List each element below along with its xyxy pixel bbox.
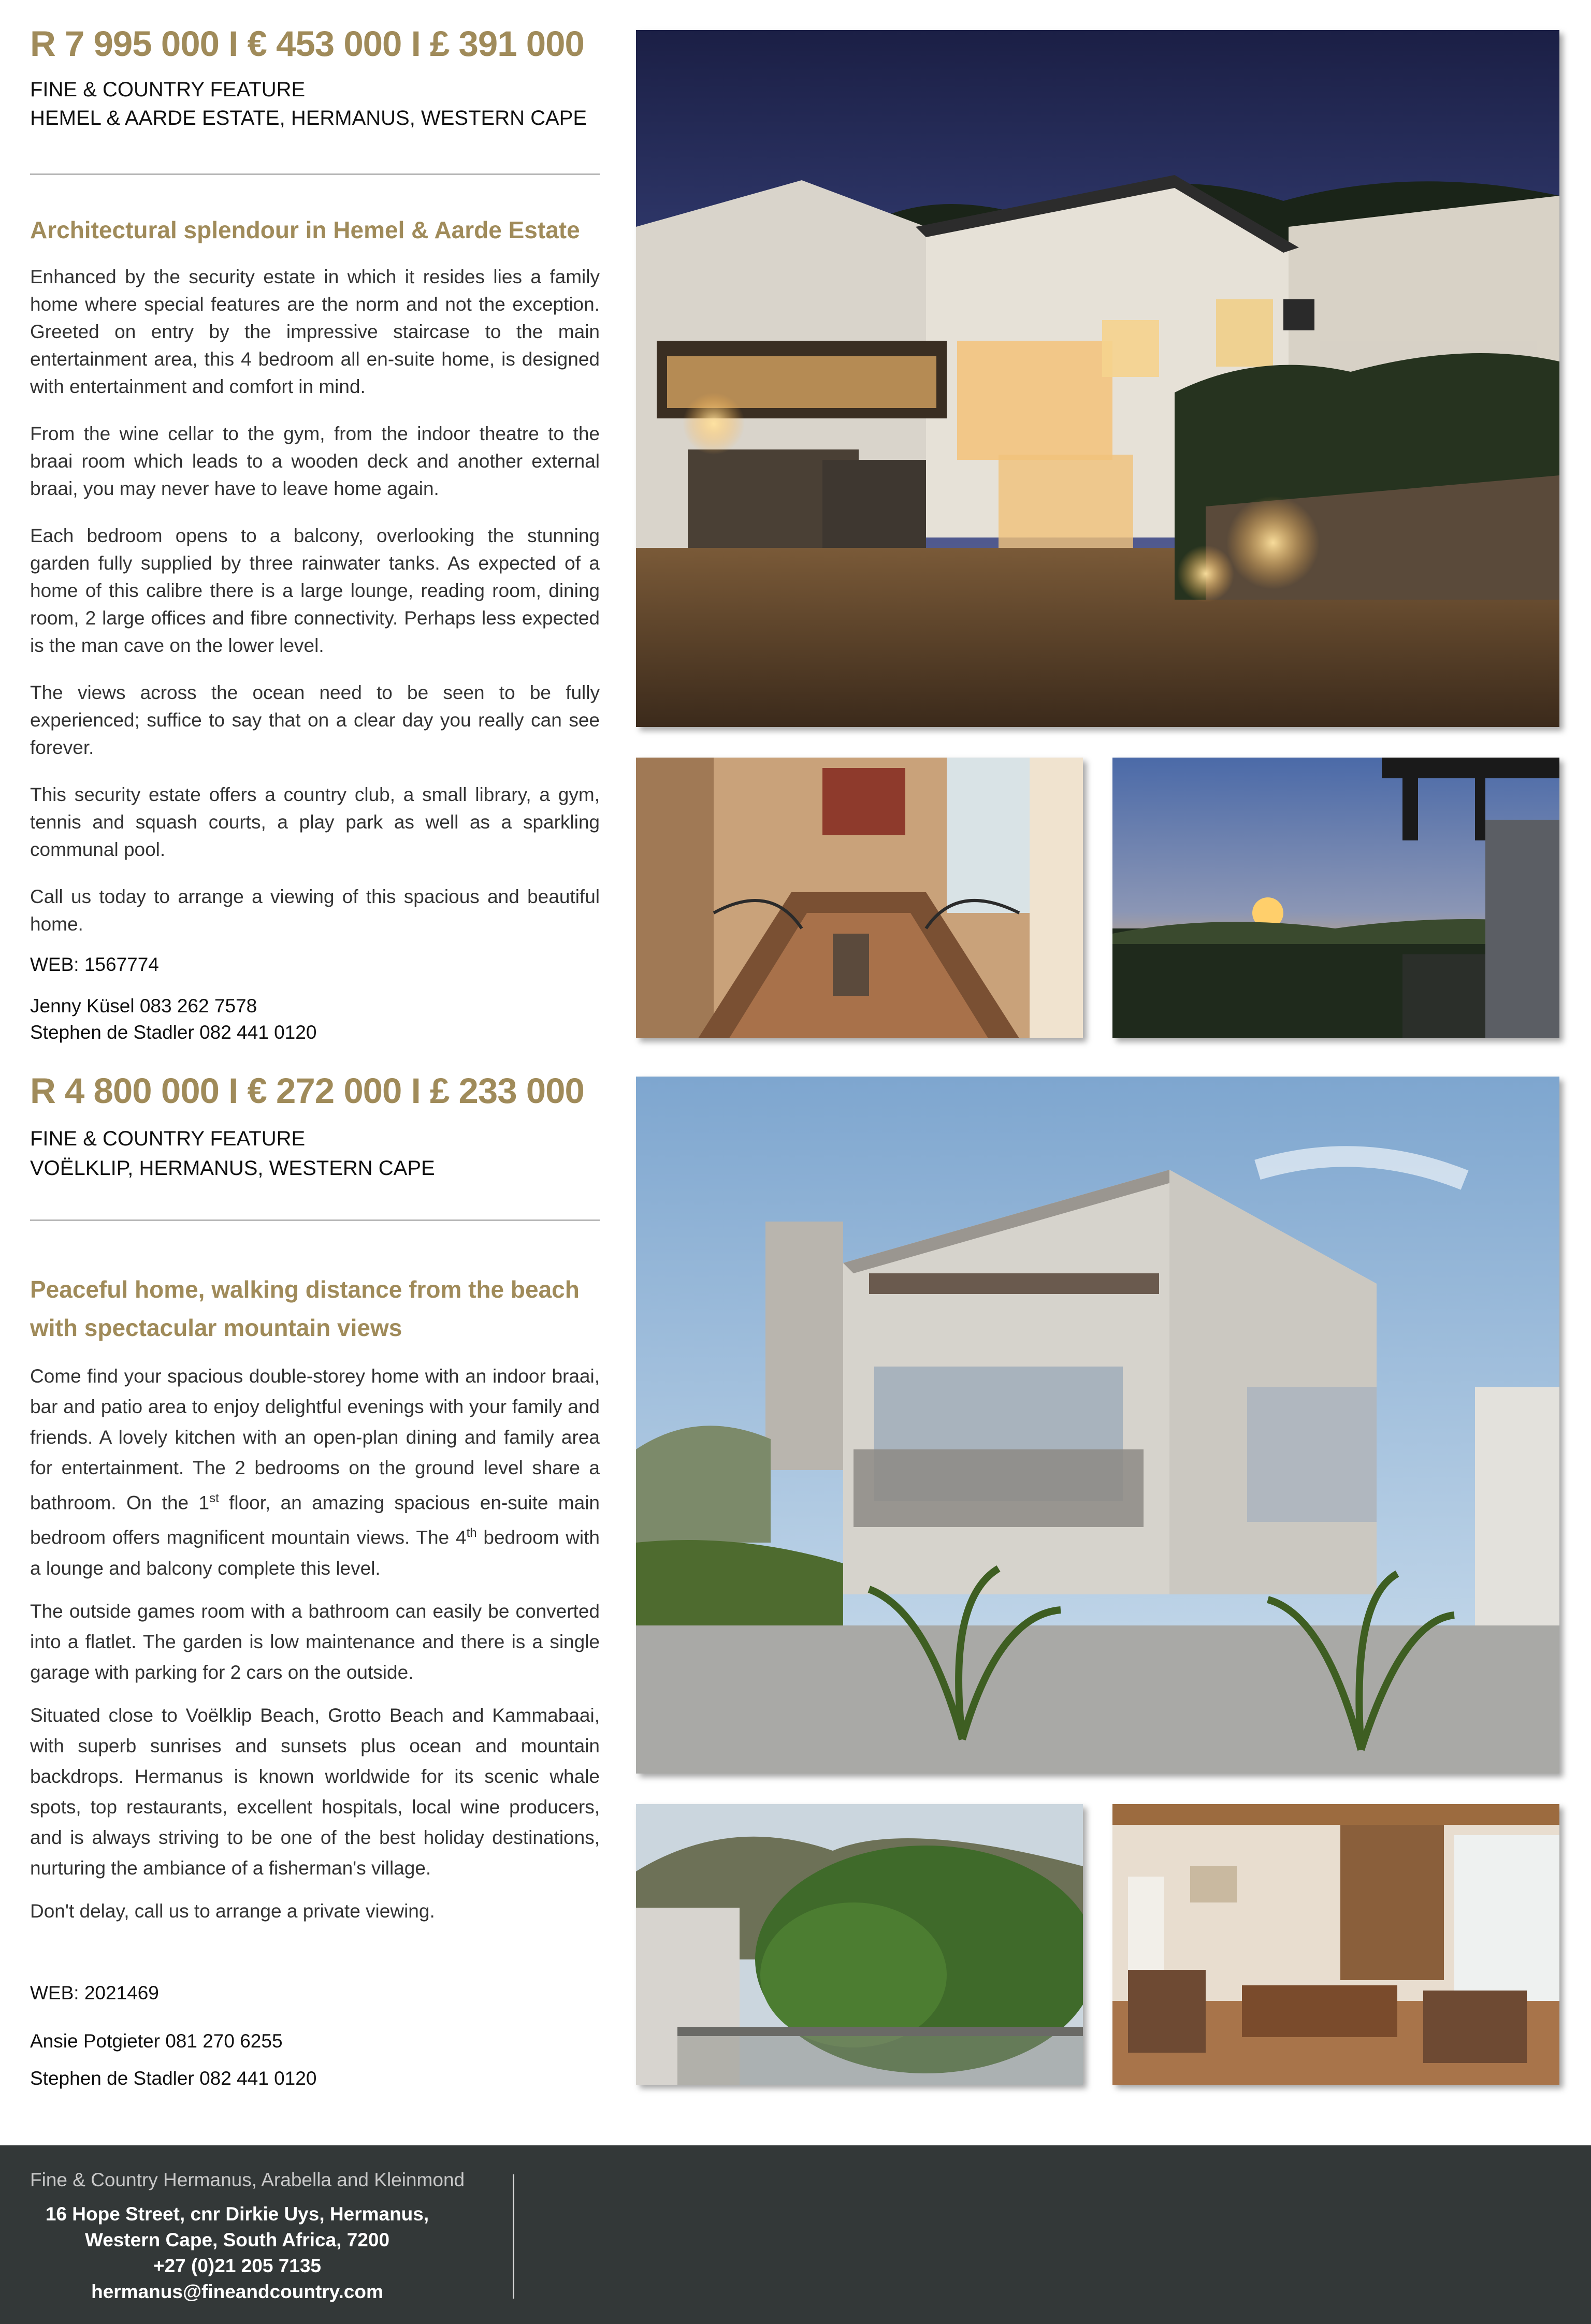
ordinal-suffix: th — [466, 1526, 477, 1541]
listing-1-staircase-photo — [636, 758, 1083, 1038]
listing-2-web-ref: WEB: 2021469 — [30, 1982, 159, 2003]
footer-divider — [513, 2174, 514, 2299]
listing-2-lounge-photo — [1112, 1804, 1559, 2085]
footer-phone[interactable]: +27 (0)21 205 7135 — [153, 2255, 322, 2276]
listing-1-paragraph: From the wine cellar to the gym, from the indoor theatre to the braai room which leads to a wooden deck and another external braai, you may never have to leave home again. — [30, 423, 600, 499]
listing-1-agent: Jenny Küsel 083 262 7578 — [30, 995, 257, 1016]
listing-1-feature-label: FINE & COUNTRY FEATURE — [30, 78, 306, 101]
footer-office-name: Fine & Country Hermanus, Arabella and Kleinmond — [30, 2169, 465, 2190]
listing-2-agent: Ansie Potgieter 081 270 6255 — [30, 2030, 283, 2052]
listing-2-headline: Peaceful home, walking distance from the beach with spectacular mountain views — [30, 1276, 580, 1341]
listing-2-paragraph-text: floor, an amazing spacious en-suite main bedroom offers magnificent mountain views. The 4 — [30, 1492, 600, 1548]
footer-email-link[interactable]: hermanus@fineandcountry.com — [91, 2281, 383, 2302]
listing-2-main-photo — [636, 1077, 1559, 1774]
listing-2-paragraph: Don't delay, call us to arrange a private viewing. — [30, 1900, 435, 1922]
listing-2-agent: Stephen de Stadler 082 441 0120 — [30, 2068, 317, 2089]
listing-1-price: R 7 995 000 I € 453 000 I £ 391 000 — [30, 24, 584, 64]
listing-1-description — [30, 263, 600, 938]
listing-1-paragraph: This security estate offers a country club, a small library, a gym, tennis and squash courts, a play park as well as a sparkling communal pool. — [30, 784, 600, 860]
listing-1-paragraph: Each bedroom opens to a balcony, overlooking the stunning garden fully supplied by three rainwater tanks. As expected of a home of this calibre there is a large lounge, reading room, dining room, 2 large offices and fibre connectivity. Perhaps less expected is the man cave on the lower level. — [30, 525, 600, 656]
listing-1-headline: Architectural splendour in Hemel & Aarde Estate — [30, 216, 580, 243]
listing-2-divider — [30, 1219, 600, 1221]
footer-address-block — [30, 2201, 444, 2305]
listing-1-agent: Stephen de Stadler 082 441 0120 — [30, 1022, 317, 1043]
listing-1-paragraph: Enhanced by the security estate in which it resides lies a family home where special features are the norm and not the exception. Greeted on entry by the impressive staircase to the main entertainment area, this 4 bedroom all en-suite home, is designed with entertainment and comfort in mind. — [30, 266, 600, 397]
ordinal-suffix: st — [209, 1491, 219, 1505]
listing-2-location: VOËLKLIP, HERMANUS, WESTERN CAPE — [30, 1157, 435, 1180]
listing-1-paragraph: The views across the ocean need to be seen to be fully experienced; suffice to say that on a clear day you really can see forever. — [30, 682, 600, 758]
listing-2-paragraph: Situated close to Voëlklip Beach, Grotto Beach and Kammabaai, with superb sunrises and sunsets plus ocean and mountain backdrops. Hermanus is known worldwide for its scenic whale spots, top restaurants, excellent hospitals, local wine producers, and is always striving to be one of the best holiday destinations, nurturing the ambiance of a fisherman's village. — [30, 1704, 600, 1879]
listing-2-view-photo — [636, 1804, 1083, 2085]
footer-address-line: 16 Hope Street, cnr Dirkie Uys, Hermanus, — [45, 2203, 429, 2225]
listing-2-paragraph — [30, 1361, 600, 1584]
listing-1-divider — [30, 173, 600, 175]
listing-1-paragraph: Call us today to arrange a viewing of this spacious and beautiful home. — [30, 886, 600, 935]
listing-2-description — [30, 1361, 600, 1926]
footer — [0, 2145, 1591, 2324]
listing-1-sunset-photo — [1112, 758, 1559, 1038]
listing-2-paragraph-text: Come find your spacious double-storey home with an indoor braai, bar and patio area to enjoy delightful evenings with your family and friends. A lovely kitchen with an open-plan dining and family area for entertainment. The 2 bedrooms on the ground level share a bathroom. On the 1 — [30, 1366, 600, 1514]
footer-address-line: Western Cape, South Africa, 7200 — [84, 2229, 390, 2250]
listing-2-feature-label: FINE & COUNTRY FEATURE — [30, 1127, 306, 1150]
listing-2-price: R 4 800 000 I € 272 000 I £ 233 000 — [30, 1071, 584, 1111]
listing-2-paragraph-text: bedroom with a lounge and balcony complete this level. — [30, 1527, 600, 1579]
listing-1-location: HEMEL & AARDE ESTATE, HERMANUS, WESTERN CAPE — [30, 107, 587, 129]
listing-2-paragraph: The outside games room with a bathroom can easily be converted into a flatlet. The garden is low maintenance and there is a single garage with parking for 2 cars on the outside. — [30, 1600, 600, 1683]
listing-1-web-ref: WEB: 1567774 — [30, 954, 159, 975]
listing-1-main-photo — [636, 30, 1559, 727]
